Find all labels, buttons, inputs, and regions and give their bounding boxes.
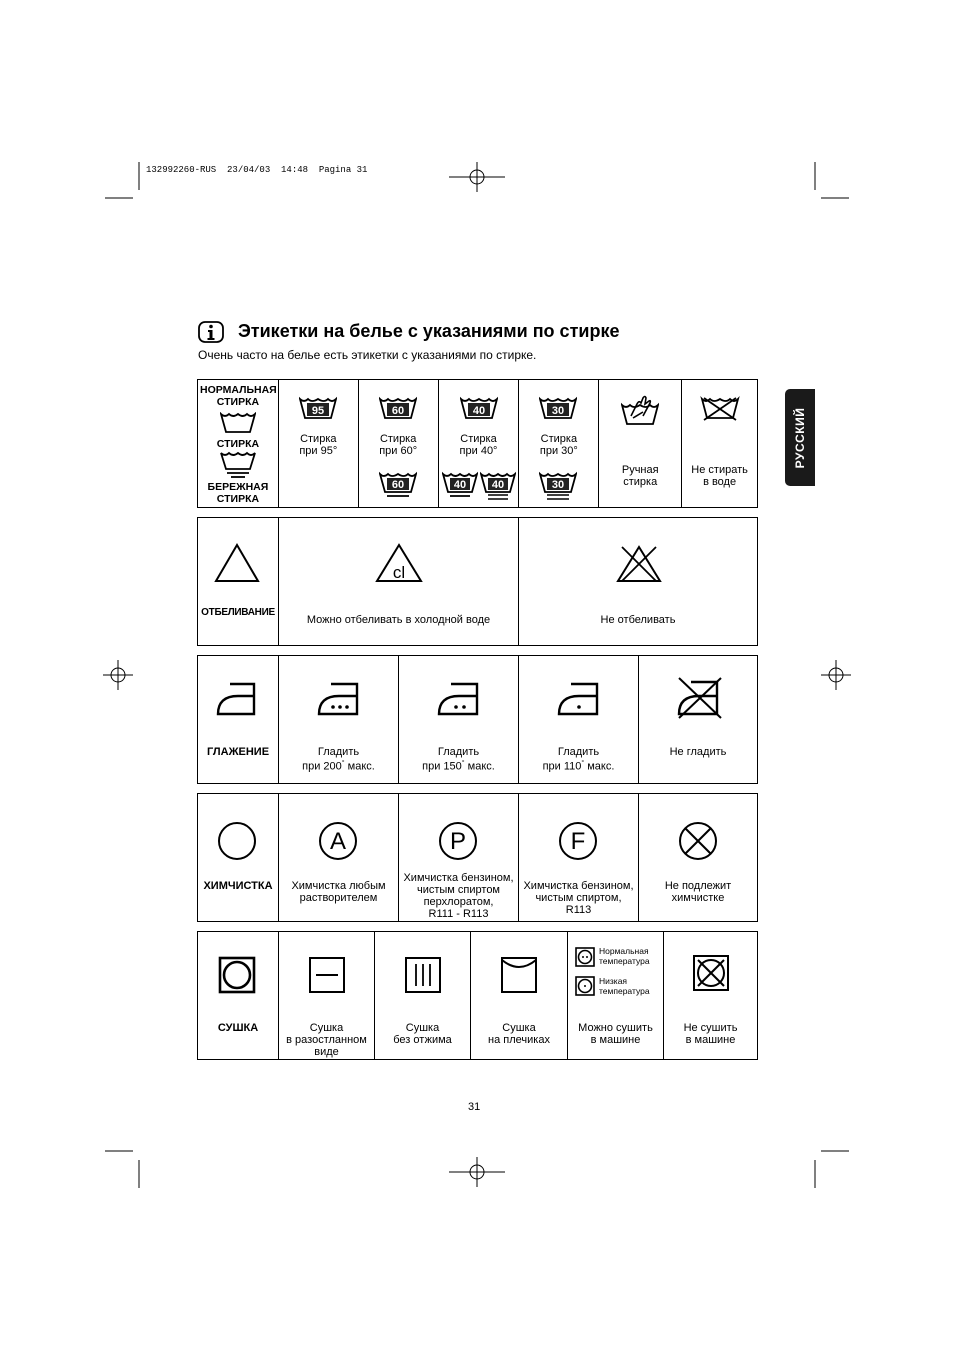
no-dry-clean-icon <box>678 821 718 861</box>
legend-gentle-line1: БЕРЕЖНАЯ <box>207 481 269 493</box>
no-iron-icon <box>675 676 723 720</box>
bleach-cold-label: Можно отбеливать в холодной воде <box>306 614 491 626</box>
dry-clean-p-line3: перхлоратом, <box>423 896 494 908</box>
dry-clean-f-line1: Химчистка бензином, <box>523 880 634 892</box>
dry-clean-a-line2: растворителем <box>299 892 378 904</box>
wash-30-icon <box>539 396 577 420</box>
dry-no-spin-cell <box>374 932 470 1059</box>
wash-30-gentle-icon <box>539 471 577 501</box>
iron-150-cell <box>398 656 518 783</box>
bleach-row <box>197 517 758 646</box>
wash-60-cell <box>358 380 438 507</box>
wash-row <box>197 379 758 508</box>
no-dry-clean-label <box>641 880 755 904</box>
no-bleach-label: Не отбеливать <box>600 614 676 626</box>
wash-40-gentle-temp: 40 <box>453 479 466 491</box>
dry-no-spin-line2: без отжима <box>393 1034 452 1046</box>
iron-150-label <box>401 746 516 773</box>
line-dry-icon <box>500 956 538 994</box>
wash-95-temp: 95 <box>311 405 324 417</box>
wash-60-label <box>361 433 436 457</box>
wash-60-gentle-icon <box>379 471 417 499</box>
dry-clean-row <box>197 793 758 922</box>
tumble-dry-low-label <box>599 976 650 996</box>
iron-2-dots-icon <box>437 680 481 716</box>
wash-60-temp: 60 <box>391 405 404 417</box>
dry-clean-f-line2: чистым спиртом, <box>535 892 622 904</box>
language-tab <box>785 389 815 486</box>
tumble-dry-icon <box>218 956 256 994</box>
dry-flat-icon <box>308 956 346 994</box>
wash-95-line1: Стирка <box>300 433 337 445</box>
no-wash-line1: Не стирать <box>691 464 748 476</box>
wash-30-label <box>521 433 596 457</box>
hand-wash-line1: Ручная <box>621 464 659 476</box>
iron-110-line2 <box>521 758 636 773</box>
normal-temp-line2: температура <box>599 956 650 966</box>
drying-legend-label: СУШКА <box>217 1022 259 1034</box>
iron-row <box>197 655 758 784</box>
low-temp-line2: температура <box>599 986 650 996</box>
no-tumble-dry-cell <box>663 932 757 1059</box>
wash-legend-gentle <box>200 481 276 505</box>
dry-hanger-line1: Сушка <box>502 1022 536 1034</box>
print-header: 132992260-RUS 23/04/03 14:48 Pagina 31 <box>146 165 368 175</box>
hand-wash-icon <box>621 394 659 426</box>
dry-no-spin-line1: Сушка <box>405 1022 440 1034</box>
iron-3-dots-icon <box>317 680 361 716</box>
wash-60-line2: при 60° <box>379 445 418 457</box>
bleach-cl-text: cl <box>392 563 406 582</box>
no-wash-label <box>684 464 755 488</box>
drying-legend-cell <box>198 932 278 1059</box>
iron-legend-cell <box>198 656 278 783</box>
tumble-dry-normal-label <box>599 946 650 966</box>
dry-flat-cell <box>278 932 374 1059</box>
wash-40-line1: Стирка <box>460 433 497 445</box>
dry-hanger-line2: на плечиках <box>488 1034 550 1046</box>
wash-95-line2: при 95° <box>299 445 338 457</box>
bleach-legend-label: ОТБЕЛИВАНИЕ <box>201 607 275 618</box>
dry-machine-line1: Можно сушить <box>578 1022 653 1034</box>
bleach-legend-cell <box>198 518 278 645</box>
iron-200-line1: Гладить <box>317 746 360 758</box>
low-temp-line1: Низкая <box>599 976 628 986</box>
iron-200-max: макс. <box>344 760 375 773</box>
wash-40-cell <box>438 380 519 507</box>
page-number: 31 <box>468 1101 481 1113</box>
iron-150-line2 <box>401 758 516 773</box>
dry-clean-p-line2: чистым спиртом <box>416 884 500 896</box>
no-bleach-icon <box>615 543 663 583</box>
no-dry-clean-line2: химчистке <box>671 892 725 904</box>
no-wash-line2: в воде <box>703 476 737 488</box>
iron-150-degree: ° <box>461 760 465 767</box>
dry-clean-a-line1: Химчистка любым <box>291 880 386 892</box>
bleach-cl-icon <box>375 543 423 583</box>
wash-legend-mid: СТИРКА <box>216 438 260 450</box>
no-iron-label: Не гладить <box>669 746 727 758</box>
wash-30-line1: Стирка <box>540 433 578 445</box>
dry-clean-f-letter: F <box>570 828 586 855</box>
no-bleach-cell <box>518 518 757 645</box>
iron-200-degree: ° <box>341 760 345 767</box>
legend-gentle-line2: СТИРКА <box>216 493 260 505</box>
wash-40-gentle-icon <box>442 471 478 501</box>
dry-clean-a-label <box>281 880 396 904</box>
bleach-triangle-icon <box>214 543 260 583</box>
dry-clean-p-letter: P <box>449 828 467 855</box>
wash-95-icon <box>299 396 337 420</box>
normal-temp-line1: Нормальная <box>599 946 649 956</box>
iron-110-label <box>521 746 636 773</box>
wash-40-icon <box>460 396 498 420</box>
wash-40-label <box>441 433 517 457</box>
hand-wash-line2: стирка <box>623 476 658 488</box>
bleach-cold-cell <box>278 518 518 645</box>
wash-legend-normal <box>200 384 276 408</box>
iron-200-cell <box>278 656 398 783</box>
dry-clean-circle-icon <box>217 821 257 861</box>
wash-legend-cell <box>198 380 278 507</box>
page-title: Этикетки на белье с указаниями по стирке <box>238 321 620 341</box>
hand-wash-label <box>601 464 679 488</box>
dry-clean-p-icon <box>438 821 478 861</box>
wash-30-gentle-temp: 30 <box>552 479 565 491</box>
dry-clean-f-line3: R113 <box>565 904 592 916</box>
dry-machine-cell <box>567 932 663 1059</box>
dry-hanger-label <box>473 1022 565 1046</box>
dry-clean-a-cell <box>278 794 398 921</box>
wash-60-icon <box>379 396 417 420</box>
dry-flat-line2: в разостланном <box>286 1034 367 1046</box>
no-dry-clean-line1: Не подлежит <box>664 880 732 892</box>
iron-110-max: макс. <box>584 760 615 773</box>
dry-clean-p-label <box>401 872 516 920</box>
wash-95-label <box>281 433 356 457</box>
no-dry-clean-cell <box>638 794 757 921</box>
iron-150-temp: при 150 <box>422 760 462 773</box>
iron-icon <box>216 680 258 716</box>
wash-tub-icon <box>220 412 256 434</box>
dry-clean-a-icon <box>318 821 358 861</box>
iron-110-cell <box>518 656 638 783</box>
page-subtitle: Очень часто на белье есть этикетки с указаниями по стирке. <box>198 348 537 362</box>
wash-40-delicate-temp: 40 <box>491 479 504 491</box>
dry-clean-legend-label: ХИМЧИСТКА <box>203 880 273 892</box>
iron-200-line2 <box>281 758 396 773</box>
no-tumble-dry-line2: в машине <box>685 1034 736 1046</box>
dry-flat-label <box>281 1022 372 1058</box>
wash-30-line2: при 30° <box>539 445 578 457</box>
iron-legend-label: ГЛАЖЕНИЕ <box>206 746 270 758</box>
dry-no-spin-label <box>377 1022 468 1046</box>
no-wash-cell <box>681 380 757 507</box>
dry-clean-p-line4: R111 - R113 <box>428 908 489 920</box>
legend-normal-line2: СТИРКА <box>216 396 260 408</box>
dry-flat-line3: виде <box>314 1046 339 1058</box>
dry-hanger-cell <box>470 932 567 1059</box>
wash-30-temp: 30 <box>552 405 565 417</box>
wash-60-gentle-temp: 60 <box>391 479 404 491</box>
tumble-dry-normal-icon <box>575 947 595 967</box>
dry-clean-a-letter: A <box>329 828 347 855</box>
dry-clean-legend-cell <box>198 794 278 921</box>
wash-95-cell <box>278 380 358 507</box>
no-iron-cell <box>638 656 757 783</box>
iron-110-temp: при 110 <box>542 760 582 773</box>
dry-clean-p-line1: Химчистка бензином, <box>403 872 514 884</box>
dry-machine-label <box>570 1022 661 1046</box>
no-tumble-dry-line1: Не сушить <box>683 1022 738 1034</box>
iron-200-label <box>281 746 396 773</box>
tumble-dry-low-icon <box>575 976 595 996</box>
dry-clean-f-cell <box>518 794 638 921</box>
iron-150-max: макс. <box>464 760 495 773</box>
language-tab-label: РУССКИЙ <box>793 407 807 468</box>
wash-60-line1: Стирка <box>379 433 417 445</box>
info-icon <box>198 321 224 343</box>
iron-110-line1: Гладить <box>557 746 600 758</box>
wash-30-cell <box>518 380 598 507</box>
wash-40-delicate-icon <box>480 471 516 501</box>
dry-flat-line1: Сушка <box>309 1022 344 1034</box>
wash-40-line2: при 40° <box>459 445 498 457</box>
iron-150-line1: Гладить <box>437 746 480 758</box>
drying-row <box>197 931 758 1060</box>
wash-40-temp: 40 <box>472 405 485 417</box>
iron-200-temp: при 200 <box>302 760 342 773</box>
dry-clean-f-label <box>521 880 636 916</box>
no-tumble-dry-icon <box>692 954 730 992</box>
no-tumble-dry-label <box>666 1022 755 1046</box>
drip-dry-icon <box>404 956 442 994</box>
wash-tub-gentle-icon <box>220 451 256 479</box>
iron-1-dot-icon <box>557 680 601 716</box>
dry-clean-f-icon <box>558 821 598 861</box>
iron-110-degree: ° <box>581 760 585 767</box>
dry-clean-p-cell <box>398 794 518 921</box>
no-wash-icon <box>700 396 740 422</box>
hand-wash-cell <box>598 380 681 507</box>
dry-machine-line2: в машине <box>590 1034 641 1046</box>
legend-normal-line1: НОРМАЛЬНАЯ <box>200 384 277 396</box>
